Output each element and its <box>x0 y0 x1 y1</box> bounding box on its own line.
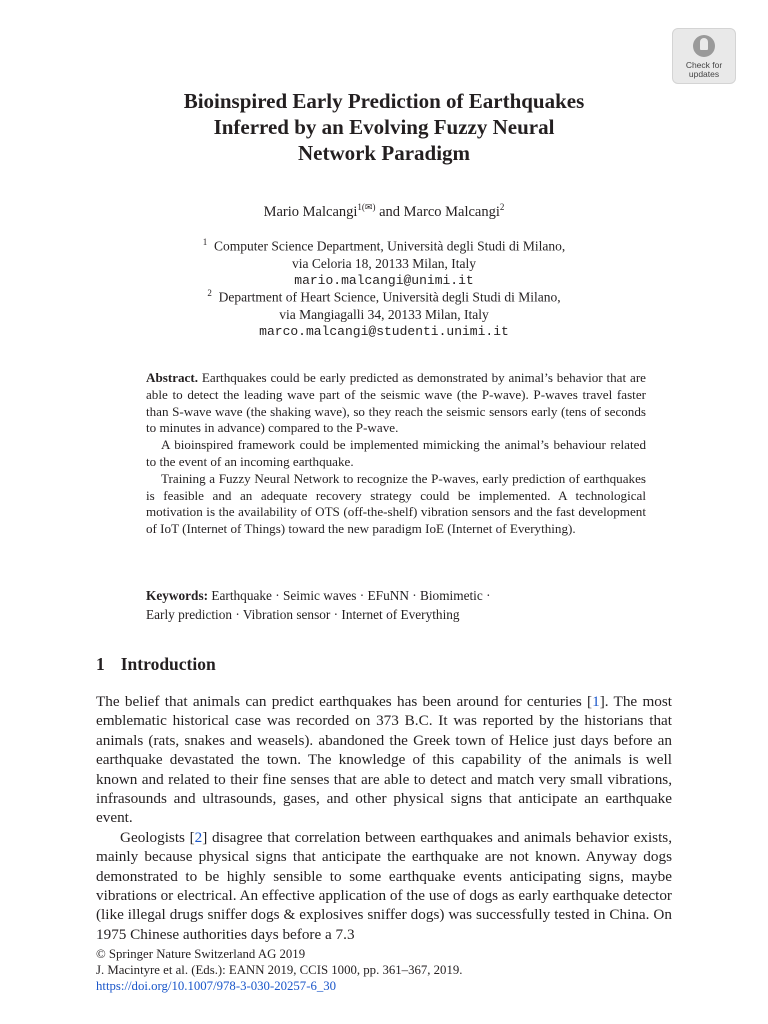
body-paragraph-1 <box>96 692 672 828</box>
affiliation-2-line1: Department of Heart Science, Università degli Studi di Milano, <box>218 289 561 305</box>
abstract-paragraph-1: Earthquakes could be early predicted as demonstrated by animal’s behavior that are able to detect the leading wave part of the seismic wave (the P-wave). P-waves travel faster than S-wave wave (the shaking wave), so they reach the seismic sensors early (tens of seconds to minutes in advance) compared to the P-wave. <box>146 370 646 436</box>
author-conjunction: and <box>375 203 404 220</box>
doi-link[interactable]: https://doi.org/10.1007/978-3-030-20257-6_30 <box>96 979 337 993</box>
citation-info: J. Macintyre et al. (Eds.): EANN 2019, CCIS 1000, pp. 361–367, 2019. <box>96 963 463 977</box>
abstract <box>146 370 646 538</box>
abstract-paragraph-2: A bioinspired framework could be implemented mimicking the animal’s behaviour related to the event of an incoming earthquake. <box>146 437 646 469</box>
affiliation-2-email[interactable]: marco.malcangi@studenti.unimi.it <box>259 323 509 339</box>
keywords-line2: Early prediction · Vibration sensor · Internet of Everything <box>146 607 460 622</box>
abstract-label: Abstract. <box>146 370 198 385</box>
abstract-paragraph-3: Training a Fuzzy Neural Network to recognize the P-waves, early prediction of earthquakes is feasible and an adequate recovery strategy could be implemented. A technological motivation is the availability of OTS (off-the-shelf) vibration sensors and the fast development of IoT (Internet of Things) toward the new paradigm IoE (Internet of Everything). <box>146 470 646 537</box>
affiliation-1 <box>0 234 768 289</box>
title-line-2: Inferred by an Evolving Fuzzy Neural <box>213 115 555 139</box>
body-p1-text-a: The belief that animals can predict earthquakes has been around for centuries [ <box>96 693 593 710</box>
author-1-affiliation[interactable]: 1(✉) <box>357 202 376 212</box>
body-p1-text-b: ]. The most emblematic historical case was recorded on 373 B.C. It was reported by the historians that animals (rats, snakes and weasels). abandoned the Greek town of Helice just days before an earthquake devastated the town. The knowledge of this capability of the animals is well known and related to their fine senses that are able to detect and match very small vibrations, infrasounds and ultrasounds, gases, and other physical signs that anticipate an earthquake event. <box>96 693 672 827</box>
author-2: Marco Malcangi <box>403 203 500 220</box>
section-heading <box>96 654 216 675</box>
section-title: Introduction <box>120 654 216 674</box>
keywords-line1: Earthquake · Seimic waves · EFuNN · Biomimetic · <box>208 588 491 603</box>
bookmark-icon <box>693 35 715 57</box>
author-1: Mario Malcangi <box>263 203 358 220</box>
affiliation-2 <box>0 285 768 340</box>
body-p2-text-a: Geologists [ <box>120 828 195 846</box>
badge-label-line1: Check for <box>685 60 723 70</box>
section-number: 1 <box>96 654 105 674</box>
body-p2-text-b: ] disagree that correlation between earthquakes and animals behavior exists, mainly because physical signs that anticipate the earthquake are not known. Anyway dogs demonstrated to be highly sensible to some earthquake events anticipating signs, maybe vibrations or electrical. An effective application of the use of dogs as early earthquake detector (like illegal drugs sniffer dogs & explosives sniffer dogs) was successfully tested in China. On 1975 Chinese authorities days before a 7.3 <box>96 828 672 943</box>
affiliation-1-line2: via Celoria 18, 20133 Milan, Italy <box>291 255 477 271</box>
citation-link-1[interactable]: 1 <box>592 693 600 710</box>
title-line-3: Network Paradigm <box>297 141 471 165</box>
author-2-affiliation: 2 <box>499 202 505 212</box>
paper-title <box>0 88 768 166</box>
body-text <box>96 692 672 944</box>
check-for-updates-badge[interactable] <box>672 28 736 84</box>
badge-label-line2: updates <box>688 69 720 79</box>
affiliation-1-line1: Computer Science Department, Università degli Studi di Milano, <box>213 238 566 254</box>
affiliation-1-email[interactable]: mario.malcangi@unimi.it <box>294 272 474 288</box>
affiliation-2-line2: via Mangiagalli 34, 20133 Milan, Italy <box>279 306 489 322</box>
keywords <box>146 586 646 624</box>
body-paragraph-2 <box>96 828 672 944</box>
page-footer <box>96 946 462 994</box>
affiliation-1-number: 1 <box>202 237 208 247</box>
title-line-1: Bioinspired Early Prediction of Earthquakes <box>183 89 585 113</box>
copyright-notice: © Springer Nature Switzerland AG 2019 <box>96 947 306 961</box>
author-line <box>0 202 768 221</box>
affiliation-2-number: 2 <box>207 288 212 298</box>
citation-link-2[interactable]: 2 <box>194 828 203 846</box>
keywords-label: Keywords: <box>146 588 209 603</box>
